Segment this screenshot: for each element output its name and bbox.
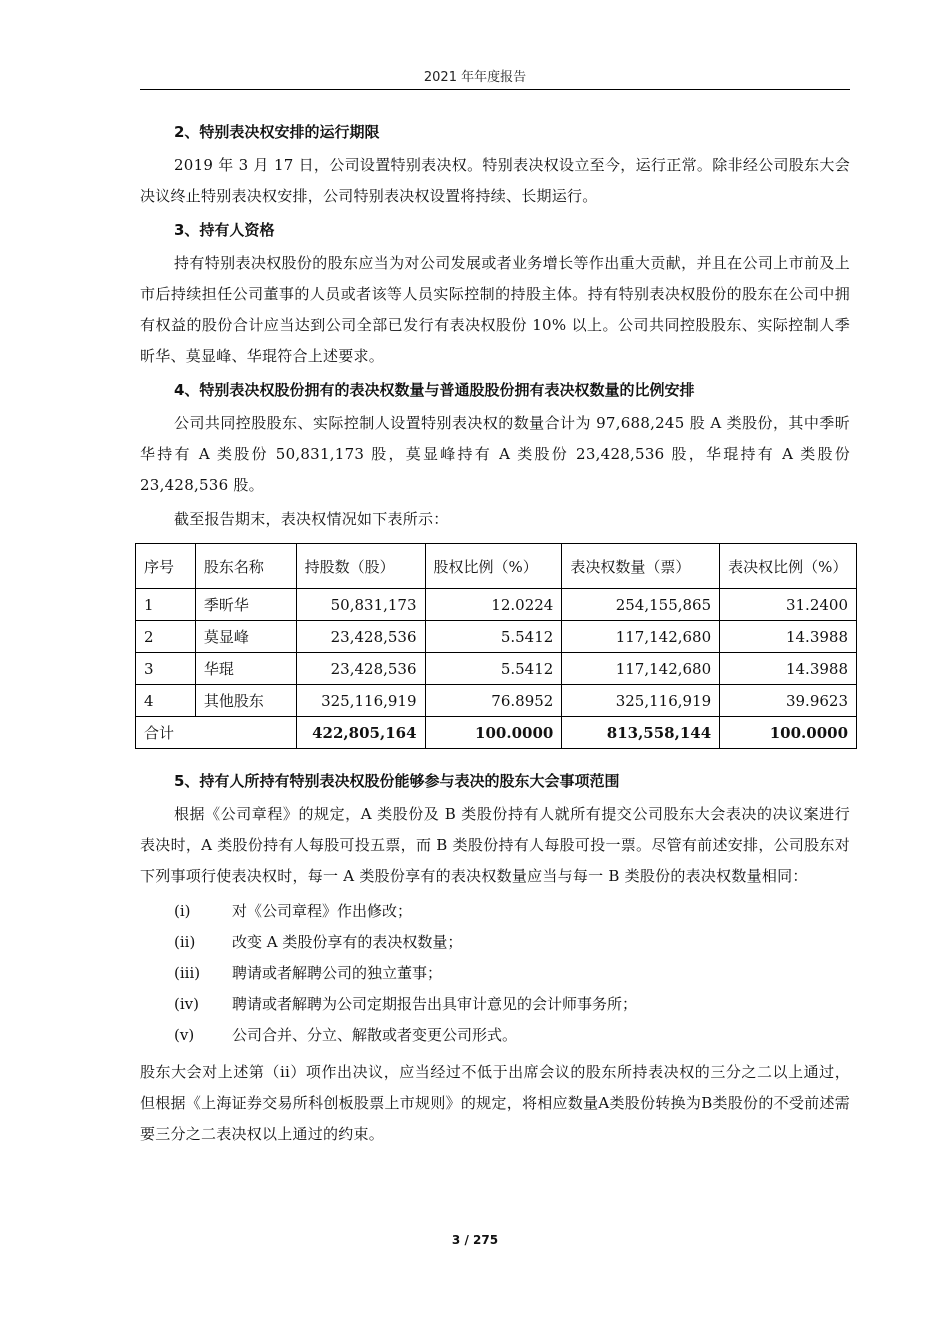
list-item — [140, 927, 850, 958]
table-cell: 2 — [136, 621, 196, 653]
table-total-label: 合计 — [136, 717, 297, 749]
list-text: 对《公司章程》作出修改； — [232, 902, 413, 920]
list-marker: (iii) — [174, 964, 201, 982]
table-row — [136, 621, 857, 653]
table-cell: 23,428,536 — [296, 653, 425, 685]
table-cell: 5.5412 — [425, 621, 562, 653]
list-marker: (v) — [174, 1026, 195, 1044]
table-total-row — [136, 717, 857, 749]
table-cell: 325,116,919 — [562, 685, 720, 717]
table-header-row — [136, 544, 857, 589]
page-number: 3 / 275 — [451, 1233, 499, 1247]
table-cell: 1 — [136, 589, 196, 621]
table-cell: 23,428,536 — [296, 621, 425, 653]
section-2-heading: 2、特别表决权安排的运行期限 — [174, 123, 380, 141]
table-cell: 50,831,173 — [296, 589, 425, 621]
section-3-paragraph: 持有特别表决权股份的股东应当为对公司发展或者业务增长等作出重大贡献，并且在公司上市前及上市后持续担任公司董事的人员或者该等人员实际控制的持股主体。持有特别表决权股份的股东在公司中拥有权益的股份合计应当达到公司全部已发行有表决权股份 10% 以上。公司共同控股股东、实际控制人季昕华、莫显峰、华琨符合上述要求。 — [140, 254, 850, 365]
table-header-cell: 股权比例（%） — [425, 544, 562, 589]
table-header-cell: 持股数（股） — [296, 544, 425, 589]
list-item — [140, 958, 850, 989]
table-cell: 14.3988 — [720, 653, 857, 685]
table-total-cell: 100.0000 — [425, 717, 562, 749]
table-row — [136, 685, 857, 717]
list-marker: (ii) — [174, 933, 196, 951]
list-item — [140, 989, 850, 1020]
table-row — [136, 653, 857, 685]
table-header-cell: 表决权数量（票） — [562, 544, 720, 589]
table-cell: 14.3988 — [720, 621, 857, 653]
table-cell: 3 — [136, 653, 196, 685]
table-row — [136, 589, 857, 621]
section-4-paragraph: 公司共同控股股东、实际控制人设置特别表决权的数量合计为 97,688,245 股 A 类股份，其中季昕华持有 A 类股份 50,831,173 股，莫显峰持有 A 类股份 23,428,536 股，华琨持有 A 类股份 23,428,536 股。 — [140, 414, 850, 494]
list-text: 改变 A 类股份享有的表决权数量； — [232, 933, 463, 951]
table-cell: 39.9623 — [720, 685, 857, 717]
table-cell: 31.2400 — [720, 589, 857, 621]
section-5-paragraph: 根据《公司章程》的规定，A 类股份及 B 类股份持有人就所有提交公司股东大会表决的决议案进行表决时，A 类股份持有人每股可投五票，而 B 类股份持有人每股可投一票。尽管有前述安排，公司股东对下列事项行使表决权时，每一 A 类股份享有的表决权数量应当与每一 B 类股份的表决权数量相同： — [140, 805, 850, 885]
table-header-cell: 股东名称 — [195, 544, 296, 589]
table-header-cell: 序号 — [136, 544, 196, 589]
list-text: 聘请或者解聘公司的独立董事； — [232, 964, 443, 982]
table-cell: 4 — [136, 685, 196, 717]
voting-rights-table — [135, 543, 857, 749]
page-header-title: 2021 年年度报告 — [423, 70, 527, 85]
table-cell: 254,155,865 — [562, 589, 720, 621]
list-text: 公司合并、分立、解散或者变更公司形式。 — [232, 1026, 518, 1044]
list-item — [140, 896, 850, 927]
table-total-cell: 813,558,144 — [562, 717, 720, 749]
section-3-heading: 3、持有人资格 — [174, 221, 275, 239]
table-cell: 325,116,919 — [296, 685, 425, 717]
list-marker: (i) — [174, 902, 191, 920]
table-cell: 76.8952 — [425, 685, 562, 717]
table-cell: 5.5412 — [425, 653, 562, 685]
section-5-heading: 5、持有人所持有特别表决权股份能够参与表决的股东大会事项范围 — [174, 772, 620, 790]
table-cell: 其他股东 — [195, 685, 296, 717]
list-text: 聘请或者解聘为公司定期报告出具审计意见的会计师事务所； — [232, 995, 638, 1013]
list-marker: (iv) — [174, 995, 199, 1013]
matter-list — [140, 896, 850, 1051]
table-total-cell: 422,805,164 — [296, 717, 425, 749]
header-divider — [140, 89, 850, 90]
section-4-heading: 4、特别表决权股份拥有的表决权数量与普通股股份拥有表决权数量的比例安排 — [174, 381, 695, 399]
table-intro-paragraph: 截至报告期末，表决权情况如下表所示： — [174, 510, 449, 528]
table-cell: 莫显峰 — [195, 621, 296, 653]
closing-paragraph: 股东大会对上述第（ii）项作出决议，应当经过不低于出席会议的股东所持表决权的三分之二以上通过，但根据《上海证券交易所科创板股票上市规则》的规定，将相应数量A类股份转换为B类股份的不受前述需要三分之二表决权以上通过的约束。 — [140, 1063, 850, 1143]
table-header-cell: 表决权比例（%） — [720, 544, 857, 589]
table-cell: 季昕华 — [195, 589, 296, 621]
table-cell: 117,142,680 — [562, 621, 720, 653]
table-cell: 12.0224 — [425, 589, 562, 621]
table-cell: 117,142,680 — [562, 653, 720, 685]
list-item — [140, 1020, 850, 1051]
section-2-paragraph: 2019 年 3 月 17 日，公司设置特别表决权。特别表决权设立至今，运行正常。除非经公司股东大会决议终止特别表决权安排，公司特别表决权设置将持续、长期运行。 — [140, 156, 850, 205]
page-content — [140, 114, 850, 1150]
table-total-cell: 100.0000 — [720, 717, 857, 749]
table-cell: 华琨 — [195, 653, 296, 685]
